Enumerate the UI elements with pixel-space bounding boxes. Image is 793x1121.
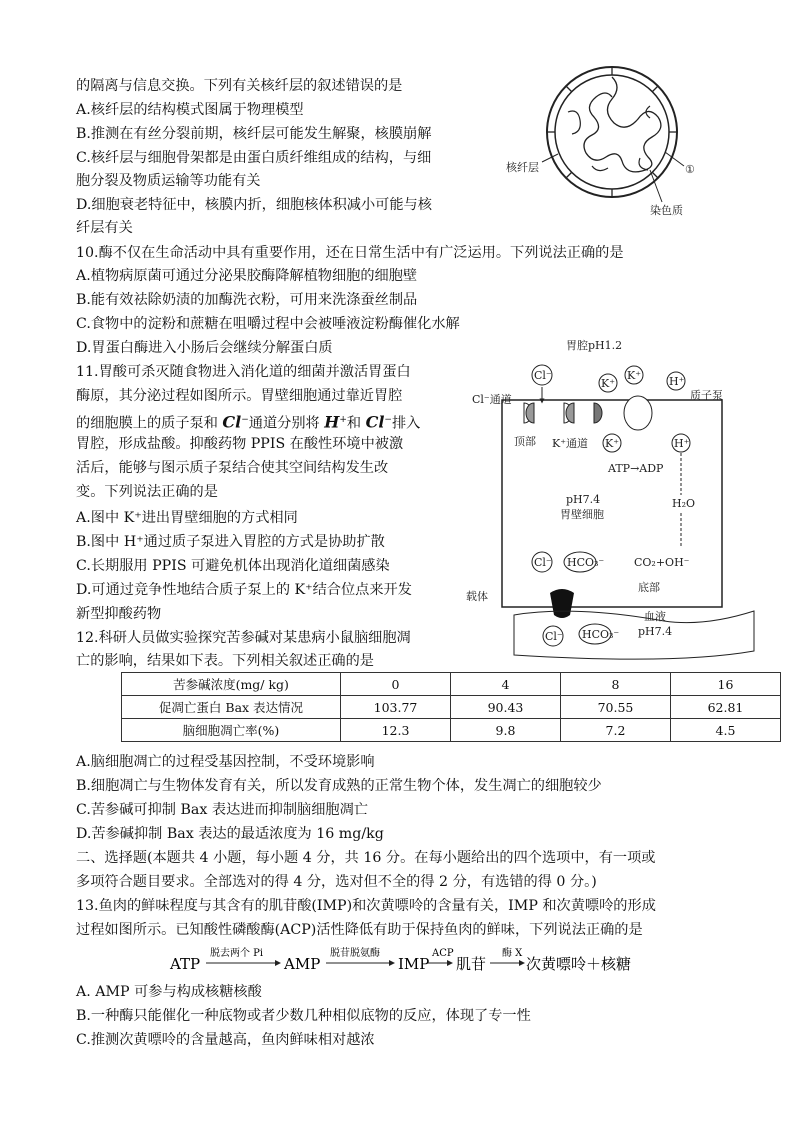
flow-step-4: 酶 X [502,948,523,959]
result-table [121,672,781,742]
q10-option-a: A.植物病原菌可通过分泌果胶酶降解植物细胞的细胞壁 [76,268,418,284]
q13-option-c: C.推测次黄嘌呤的含量越高，鱼肉鲜味相对越浓 [76,1032,375,1048]
ion-k-lumen-2: K⁺ [627,369,642,382]
table-cell: 促凋亡蛋白 Bax 表达情况 [122,696,341,719]
q12-option-b: B.细胞凋亡与生物体发育有关，所以发育成熟的正常生物个体，发生凋亡的细胞较少 [76,778,602,794]
flow-atp: ATP [170,955,201,973]
ion-cl-lumen: Cl⁻ [534,369,552,382]
table-cell: 4.5 [671,719,781,742]
label-lamina: 核纤层 [506,161,539,174]
q10-option-b: B.能有效祛除奶渍的加酶洗衣粉，可用来洗涤蚕丝制品 [76,292,418,308]
ion-h-lumen: H⁺ [669,375,685,388]
label-atp-adp: ATP→ADP [608,462,664,475]
table-cell: 0 [341,673,451,696]
q10-option-c: C.食物中的淀粉和蔗糖在咀嚼过程中会被唾液淀粉酶催化水解 [76,316,460,332]
q9-option-b: B.推测在有丝分裂前期，核纤层可能发生解聚，核膜崩解 [76,126,432,142]
label-cell-name: 胃壁细胞 [560,508,604,521]
flow-step-3: ACP [432,948,454,959]
flow-products: 次黄嘌呤＋核糖 [526,955,632,973]
table-cell: 脑细胞凋亡率(%) [122,719,341,742]
q9-stem-tail: 的隔离与信息交换。下列有关核纤层的叙述错误的是 [76,78,403,94]
q12-option-d: D.苦参碱抑制 Bax 表达的最适浓度为 16 mg/kg [76,826,384,842]
label-k-channel: K⁺通道 [552,437,589,450]
q12-option-a: A.脑细胞凋亡的过程受基因控制，不受环境影响 [76,754,375,770]
q9-option-d-cont: 纤层有关 [76,220,133,236]
q11-option-d: D.可通过竞争性地结合质子泵上的 K⁺结合位点来开发 [76,582,412,598]
table-row [122,673,781,696]
q13-option-b: B.一种酶只能催化一种底物或者少数几种相似底物的反应，体现了专一性 [76,1008,531,1024]
ion-h-cell: H⁺ [674,437,690,450]
label-carrier: 载体 [466,590,488,603]
q11-stem-2: 酶原，其分泌过程如图所示。胃壁细胞通过靠近胃腔 [76,388,403,404]
parietal-cell-figure [462,335,762,660]
q11-stem-3b: 通道分别将 [248,415,325,432]
q11-stem-4: 胃腔，形成盐酸。抑酸药物 PPIS 在酸性环境中被激 [76,436,404,452]
label-proton-pump: 质子泵 [690,389,723,402]
q9-option-c-cont: 胞分裂及物质运输等功能有关 [76,173,261,189]
q11-stem-1: 11.胃酸可杀灭随食物进入消化道的细菌并激活胃蛋白 [76,364,411,380]
q11-option-c: C.长期服用 PPIS 可避免机体出现消化道细菌感染 [76,558,390,574]
q13-option-a: A. AMP 可参与构成核糖核酸 [76,984,262,1000]
table-cell: 90.43 [451,696,561,719]
flow-imp: IMP [398,955,430,973]
q12-stem-1: 12.科研人员做实验探究苦参碱对某患病小鼠脑细胞凋 [76,630,411,646]
ion-cl-cell: Cl⁻ [534,556,552,569]
nuclear-lamina-figure [500,62,730,222]
flow-step-2: 脱苷脱氨酶 [330,948,380,959]
q11-stem-3c: 和 [346,415,366,432]
q11-stem-5: 活后，能够与图示质子泵结合使其空间结构发生改 [76,460,389,476]
section-2-header: 二、选择题(本题共 4 小题，每小题 4 分，共 16 分。在每小题给出的四个选项中，有一项或 [76,850,656,866]
label-cell-ph: pH7.4 [566,493,601,506]
imp-pathway-diagram [168,942,638,976]
label-one: ① [685,163,695,176]
ion-cl-blood: Cl⁻ [545,630,563,643]
q11-stem-3a: 的细胞膜上的质子泵和 [76,415,223,432]
q11-option-d-cont: 新型抑酸药物 [76,606,162,622]
q11-stem-3: 的细胞膜上的质子泵和 Cl−通道分别将 H+和 Cl−排入 [76,412,421,432]
h-symbol: H [324,412,340,432]
q11-option-a: A.图中 K⁺进出胃壁细胞的方式相同 [76,510,298,526]
label-cl-channel: Cl⁻通道 [472,393,512,406]
table-cell: 70.55 [561,696,671,719]
ion-k-lumen-1: K⁺ [601,377,616,390]
ion-hco3-blood: HCO₃⁻ [582,628,620,641]
q11-stem-6: 变。下列说法正确的是 [76,484,218,500]
table-cell: 4 [451,673,561,696]
q12-stem-2: 亡的影响，结果如下表。下列相关叙述正确的是 [76,653,374,669]
q9-option-d: D.细胞衰老特征中，核膜内折，细胞核体积减小可能与核 [76,197,432,213]
label-blood-ph: pH7.4 [638,625,673,638]
table-cell: 103.77 [341,696,451,719]
label-blood: 血液 [644,610,666,623]
flow-amp: AMP [284,955,321,973]
q10-stem: 10.酶不仅在生命活动中具有重要作用，还在日常生活中有广泛运用。下列说法正确的是 [76,245,624,261]
label-chromatin: 染色质 [650,204,683,217]
table-row [122,719,781,742]
label-lumen: 胃腔pH1.2 [566,339,623,352]
q10-option-d: D.胃蛋白酶进入小肠后会继续分解蛋白质 [76,340,333,356]
table-cell: 7.2 [561,719,671,742]
label-co2: CO₂+OH⁻ [634,556,690,569]
label-top: 顶部 [514,435,536,448]
table-row [122,696,781,719]
ion-hco3-cell: HCO₃⁻ [567,556,605,569]
table-cell: 12.3 [341,719,451,742]
q11-stem-3d: 排入 [391,415,421,432]
label-bottom: 底部 [638,581,660,594]
section-2-header-cont: 多项符合题目要求。全部选对的得 4 分，选对但不全的得 2 分，有选错的得 0 分。) [76,874,597,890]
table-cell: 9.8 [451,719,561,742]
q13-stem-1: 13.鱼肉的鲜味程度与其含有的肌苷酸(IMP)和次黄嘌呤的含量有关，IMP 和次黄嘌呤的形成 [76,898,656,914]
table-cell: 62.81 [671,696,781,719]
q11-option-b: B.图中 H⁺通过质子泵进入胃腔的方式是协助扩散 [76,534,385,550]
flow-step-1: 脱去两个 Pi [210,948,264,959]
table-cell: 8 [561,673,671,696]
label-h2o: H₂O [672,497,696,510]
table-cell: 苦参碱浓度(mg/ kg) [122,673,341,696]
flow-inosine: 肌苷 [456,955,487,973]
q12-option-c: C.苦参碱可抑制 Bax 表达进而抑制脑细胞凋亡 [76,802,368,818]
ion-k-cell: K⁺ [605,437,620,450]
q13-stem-2: 过程如图所示。已知酸性磷酸酶(ACP)活性降低有助于保持鱼肉的鲜味，下列说法正确的是 [76,922,643,938]
cl-symbol: Cl [222,412,242,432]
q9-option-c: C.核纤层与细胞骨架都是由蛋白质纤维组成的结构，与细 [76,150,432,166]
table-cell: 16 [671,673,781,696]
q9-option-a: A.核纤层的结构模式图属于物理模型 [76,102,304,118]
cl-symbol-2: Cl [365,412,385,432]
